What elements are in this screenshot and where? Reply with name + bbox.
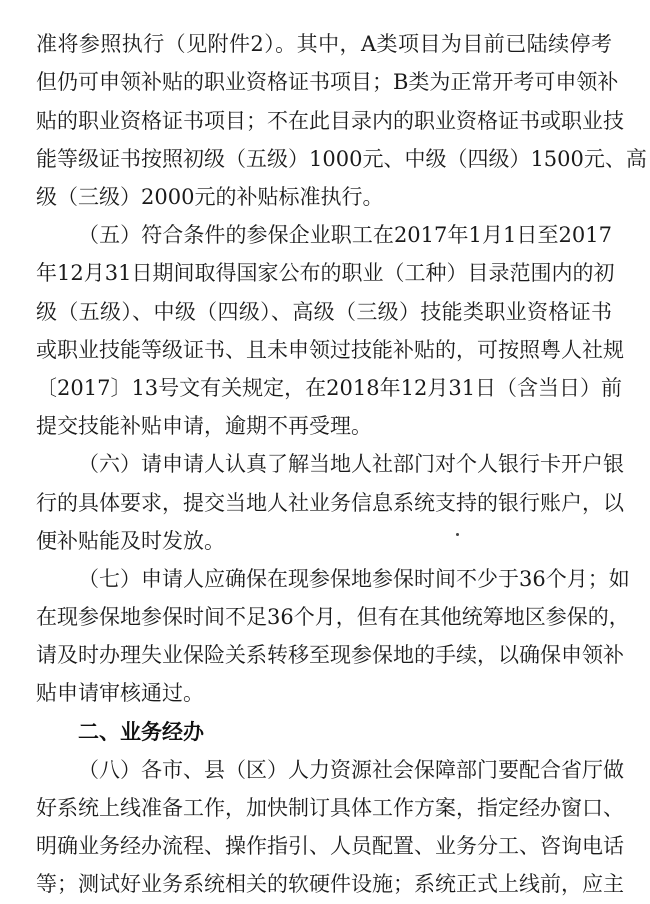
text-line: 贴申请审核通过。 [36,681,204,705]
text-line: （六）请申请人认真了解当地人社部门对个人银行卡开户银 [78,452,624,476]
text-line: 贴的职业资格证书项目；不在此目录内的职业资格证书或职业技 [36,109,624,133]
text-line: （八）各市、县（区）人力资源社会保障部门要配合省厅做 [78,758,624,782]
text-line: （七）申请人应确保在现参保地参保时间不少于36个月；如 [78,567,630,591]
text-line: 行的具体要求，提交当地人社业务信息系统支持的银行账户，以 [36,491,624,515]
text-line: 能等级证书按照初级（五级）1000元、中级（四级）1500元、高 [36,147,647,171]
text-line: 准将参照执行（见附件2）。其中，A类项目为目前已陆续停考 [36,32,612,56]
text-line: 〔2017〕13号文有关规定，在2018年12月31日（含当日）前 [36,376,623,400]
text-line: 年12月31日期间取得国家公布的职业（工种）目录范围内的初 [36,261,615,285]
scan-speck [456,533,459,536]
text-line: 明确业务经办流程、操作指引、人员配置、业务分工、咨询电话 [36,834,624,858]
text-line: 请及时办理失业保险关系转移至现参保地的手续，以确保申领补 [36,643,624,667]
section-heading: 二、业务经办 [78,720,204,744]
text-line: 在现参保地参保时间不足36个月，但有在其他统筹地区参保的， [36,605,630,629]
text-line: 好系统上线准备工作，加快制订具体工作方案，指定经办窗口、 [36,796,624,820]
text-line: 便补贴能及时发放。 [36,529,225,553]
text-line: 等；测试好业务系统相关的软硬件设施；系统正式上线前，应主 [36,872,624,896]
text-line: 级（三级）2000元的补贴标准执行。 [36,185,384,209]
text-line: （五）符合条件的参保企业职工在2017年1月1日至2017 [78,223,612,247]
text-line: 级（五级）、中级（四级）、高级（三级）技能类职业资格证书 [36,300,612,324]
text-line: 但仍可申领补贴的职业资格证书项目；B类为正常开考可申领补 [36,70,619,94]
text-line: 或职业技能等级证书、且未申领过技能补贴的，可按照粤人社规 [36,338,624,362]
text-line: 提交技能补贴申请，逾期不再受理。 [36,414,372,438]
